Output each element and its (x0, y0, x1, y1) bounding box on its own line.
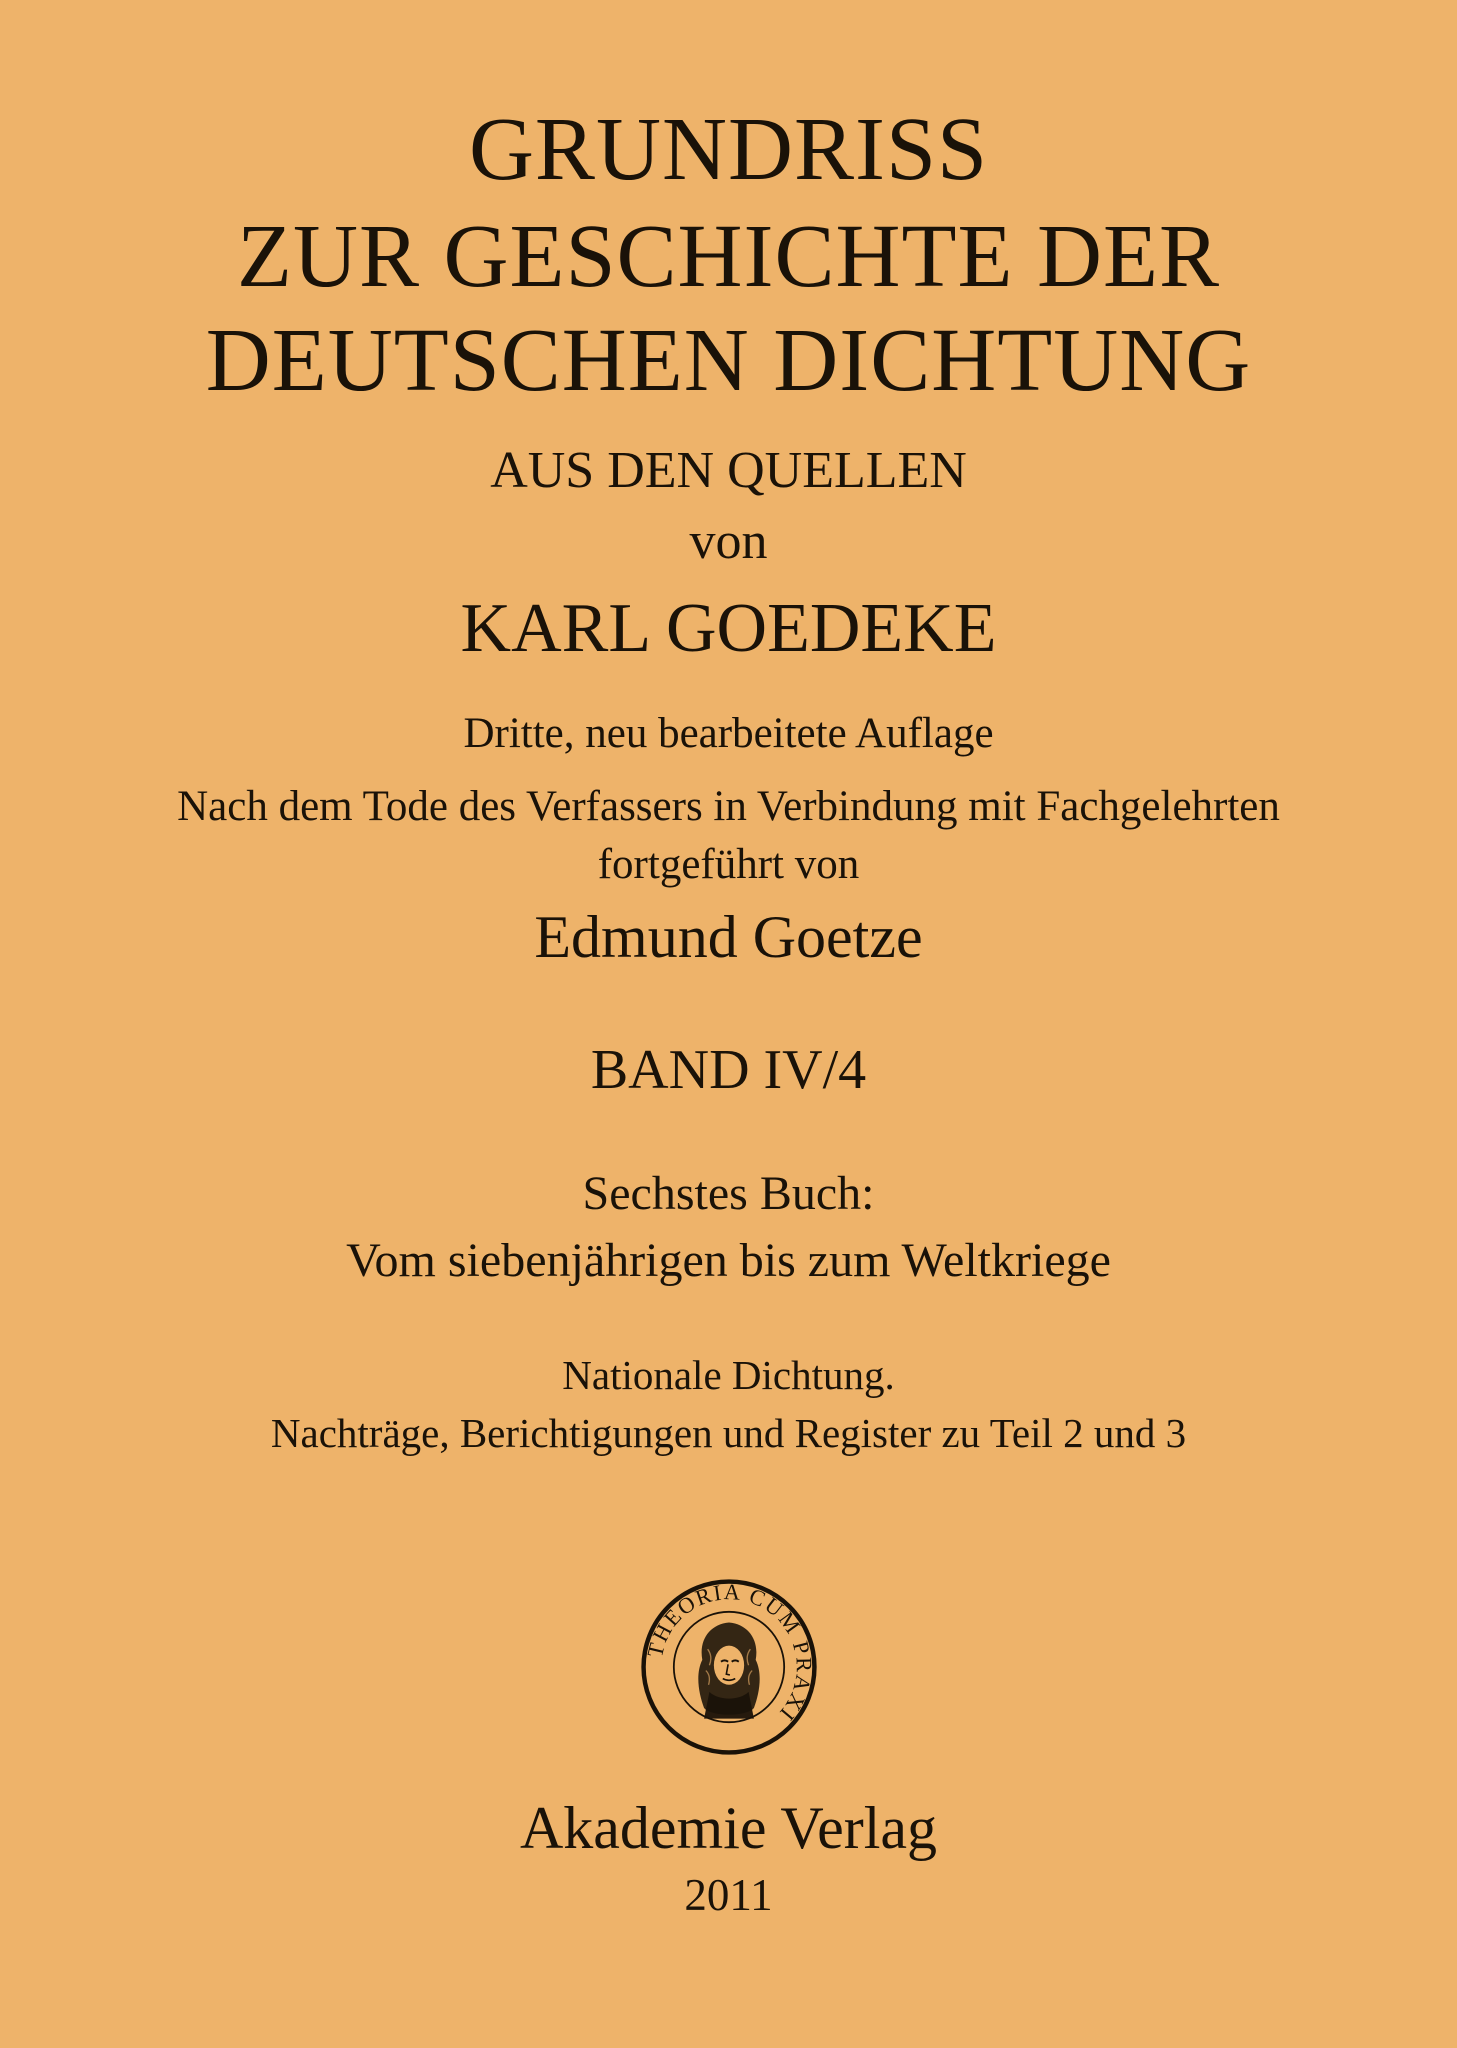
volume-number: BAND IV/4 (590, 1039, 867, 1101)
book-title-line-2: Vom siebenjährigen bis zum Weltkriege (346, 1234, 1111, 1287)
publisher-name: Akademie Verlag (519, 1795, 938, 1861)
edition-note: Dritte, neu bearbeitete Auflage (463, 710, 994, 757)
seal-motto: THEORIA CUM PRAXI (642, 1579, 817, 1727)
by-line: von (689, 513, 768, 570)
subject-line-2: Nachträge, Berichtigungen und Register zu Teil 2 und 3 (270, 1410, 1187, 1456)
title-line-3: DEUTSCHEN DICHTUNG (205, 311, 1252, 410)
publisher-seal-logo (640, 1578, 818, 1756)
publication-year: 2011 (684, 1870, 773, 1920)
continuation-note-line-2: fortgeführt von (597, 841, 860, 888)
continuation-note-line-1: Nach dem Tode des Verfassers in Verbindung mit Fachgelehrten (177, 783, 1280, 830)
subject-line-1: Nationale Dichtung. (562, 1352, 895, 1398)
subtitle-sources: AUS DEN QUELLEN (490, 442, 967, 499)
title-line-2: ZUR GESCHICHTE DER (237, 207, 1220, 306)
author-name: KARL GOEDEKE (460, 590, 997, 667)
book-title-line-1: Sechstes Buch: (582, 1167, 875, 1220)
portrait-icon (698, 1623, 759, 1719)
title-line-1: GRUNDRISS (468, 100, 989, 199)
editor-name: Edmund Goetze (534, 904, 923, 970)
